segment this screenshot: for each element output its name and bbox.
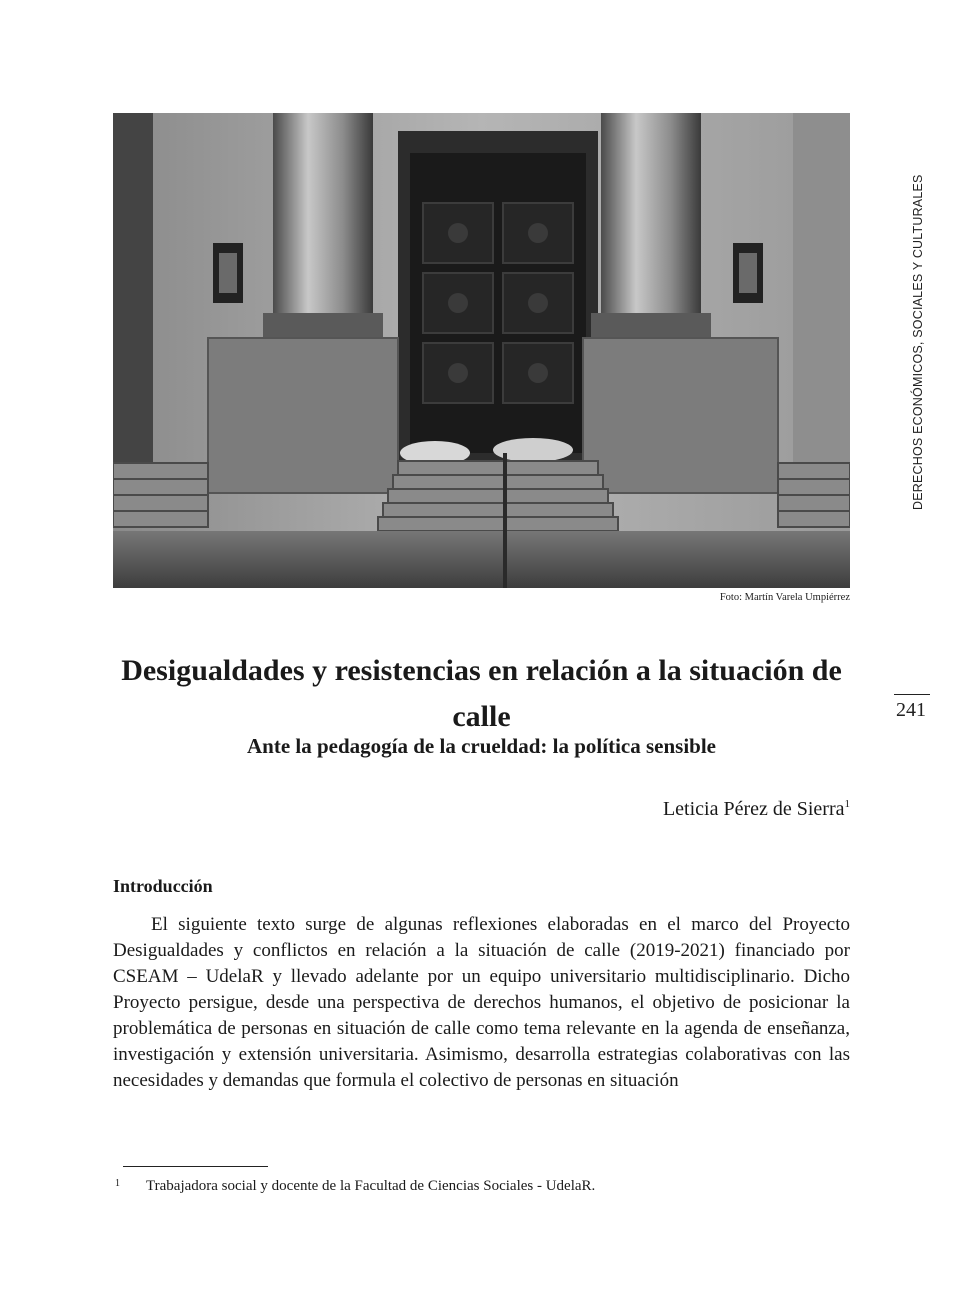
author — [663, 798, 850, 821]
article-subtitle: Ante la pedagogía de la crueldad: la política sensible — [246, 734, 716, 758]
photo-caption: Foto: Martín Varela Umpiérrez — [719, 592, 850, 603]
body-paragraph: El siguiente texto surge de algunas reflexiones elaboradas en el marco del Proyecto Desigualdades y conflictos en relación a la situación de calle (2019-2021) financiado por CSEAM – UdelaR y llevado adelante por un equipo universitario multidisciplinario. Dicho Proyecto persigue, desde una perspectiva de derechos humanos, el objetivo de posicionar la problemática de personas en situación de calle como tema relevante en la agenda de enseñanza, investigación y extensión universitaria. Asimismo, desarrolla estrategias colaborativas con las necesidades y demandas que formula el colectivo de personas en situación — [113, 914, 850, 1091]
photo-church-door-icon — [113, 113, 850, 588]
section-side-label: DERECHOS ECONÓMICOS, SOCIALES Y CULTURALES — [911, 174, 925, 510]
article-title: Desigualdades y resistencias en relación a la situación de calle — [121, 654, 842, 733]
section-heading: Introducción — [113, 876, 213, 896]
footnote-rule — [123, 1166, 268, 1167]
page-number: 241 — [896, 699, 926, 721]
footnote-mark: 1 — [115, 1178, 120, 1189]
footnote-text: Trabajadora social y docente de la Facultad de Ciencias Sociales - UdelaR. — [146, 1178, 596, 1194]
page-number-rule — [894, 694, 930, 695]
author-name: Leticia Pérez de Sierra — [662, 798, 845, 820]
photo — [113, 113, 850, 588]
footnote-reference[interactable]: 1 — [844, 798, 850, 810]
